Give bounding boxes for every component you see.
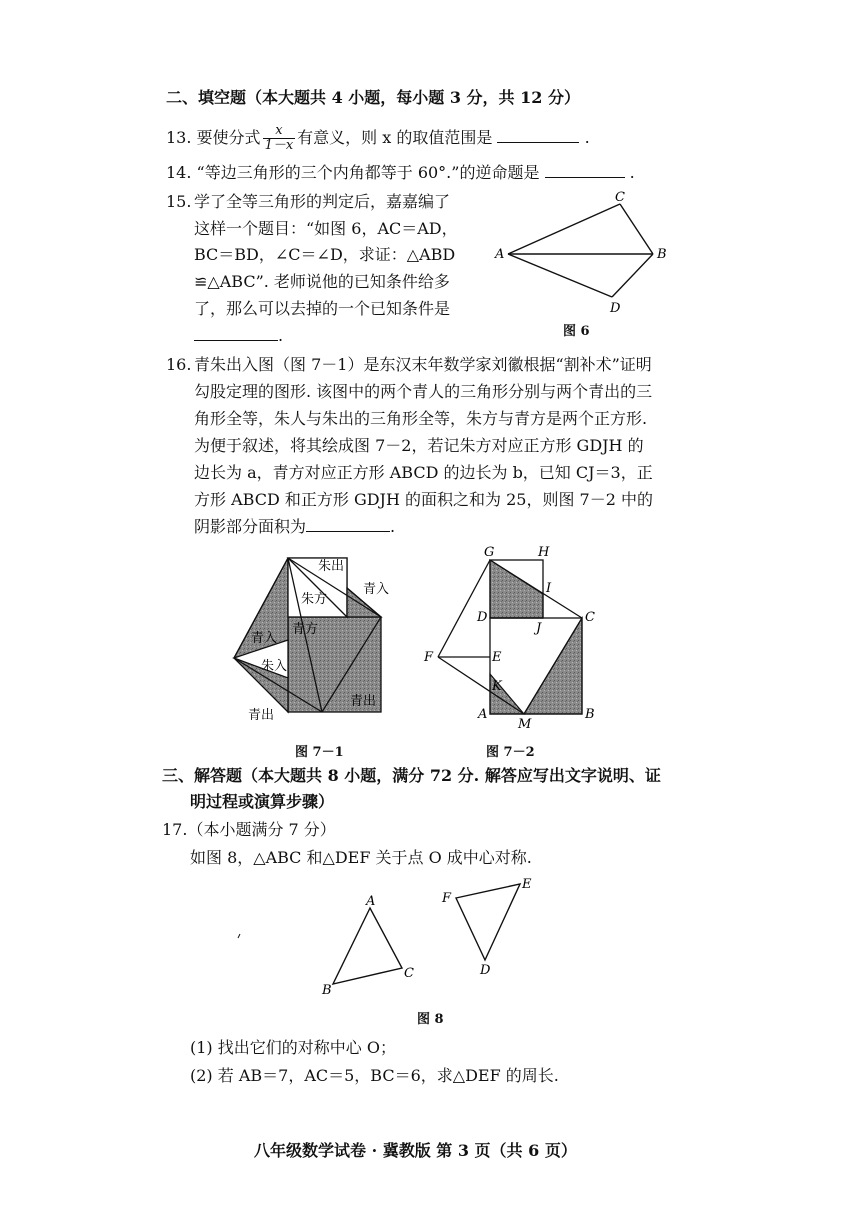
question-end: . — [390, 517, 396, 536]
section-title: 三、解答题（本大题共 8 小题，满分 72 分. 解答应写出文字说明、证 — [162, 766, 661, 785]
question-answer-line — [194, 517, 395, 537]
question-number: 13. — [166, 128, 192, 147]
question-number: 14. — [166, 163, 192, 182]
answer-blank[interactable] — [194, 326, 278, 341]
figure-caption: 图 6 — [563, 324, 590, 339]
figure-6 — [490, 188, 680, 318]
triangle-abc — [333, 908, 402, 984]
question-text: 如图 8，△ABC 和△DEF 关于点 O 成中心对称. — [190, 848, 532, 867]
question-score: （本小题满分 7 分） — [187, 820, 336, 839]
section-title-cont: 明过程或演算步骤） — [190, 792, 335, 811]
question-13 — [166, 124, 590, 154]
question-text-line: ≌△ABC”. 老师说他的已知条件给多 — [194, 272, 450, 291]
question-answer-line — [194, 326, 283, 346]
question-text-line: BC＝BD，∠C＝∠D，求证：△ABD — [194, 245, 456, 264]
label-qingchu-right: 青出 — [350, 694, 377, 709]
label-qingfang: 青方 — [292, 622, 319, 637]
segment-fg — [438, 560, 490, 657]
question-text: 阴影部分面积为 — [194, 517, 307, 536]
point-label-f: F — [442, 891, 452, 906]
figure-caption: 图 7－2 — [486, 745, 535, 760]
label-zhuchu: 朱出 — [318, 559, 345, 574]
point-label-e: E — [522, 877, 532, 892]
figure-8 — [230, 872, 550, 1002]
question-text: “等边三角形的三个内角都等于 60°.”的逆命题是 — [196, 163, 540, 182]
section-title: 二、填空题（本大题共 4 小题，每小题 3 分，共 12 分） — [166, 88, 580, 107]
point-label-c: C — [615, 190, 625, 205]
fraction-denominator: 1－x — [264, 138, 294, 153]
question-text-line: 为便于叙述，将其绘成图 7－2，若记朱方对应正方形 GDJH 的 — [194, 436, 644, 455]
question-number: 17. — [162, 820, 188, 839]
sub-question-1: (1) 找出它们的对称中心 O； — [190, 1038, 396, 1057]
question-text: 有意义，则 x 的取值范围是 — [297, 128, 493, 147]
fraction-numerator: x — [263, 124, 296, 139]
answer-blank[interactable] — [497, 128, 579, 143]
question-text-line: 方形 ABCD 和正方形 GDJH 的面积之和为 25，则图 7－2 中的 — [194, 490, 653, 509]
question-17-header — [162, 820, 336, 840]
question-text-line: 边长为 a，青方对应正方形 ABCD 的边长为 b，已知 CJ＝3，正 — [194, 463, 653, 482]
figure-7-1 — [228, 548, 403, 720]
segment-cb — [620, 204, 653, 254]
fraction — [263, 124, 296, 153]
stray-mark — [238, 934, 240, 938]
point-label-i: I — [546, 581, 552, 596]
question-text-line: 学了全等三角形的判定后，嘉嘉编了 — [194, 192, 451, 211]
segment-ad — [508, 254, 612, 297]
point-label-d: D — [610, 301, 621, 316]
question-text-line: 勾股定理的图形. 该图中的两个青人的三角形分别与两个青出的三 — [194, 382, 653, 401]
point-label-b: B — [322, 983, 332, 998]
question-end: . — [278, 326, 284, 345]
figure-caption: 图 8 — [417, 1012, 444, 1027]
point-label-h: H — [538, 545, 550, 560]
label-zhufang: 朱方 — [301, 592, 328, 607]
point-label-e: E — [492, 650, 502, 665]
triangle-def — [456, 884, 520, 960]
question-end: . — [584, 128, 590, 147]
segment-db — [612, 254, 653, 297]
question-text-line: 这样一个题目：“如图 6，AC＝AD， — [194, 219, 458, 238]
point-label-b: B — [585, 707, 595, 722]
point-label-f: F — [424, 650, 434, 665]
point-label-m: M — [518, 717, 532, 730]
question-text: 要使分式 — [196, 128, 261, 147]
figure-7-2 — [418, 540, 608, 730]
point-label-a: A — [366, 894, 376, 909]
point-label-j: J — [536, 621, 542, 636]
question-end: . — [629, 163, 635, 182]
point-label-d: D — [480, 963, 491, 978]
question-14 — [166, 163, 635, 183]
page-footer: 八年级数学试卷 · 冀教版 第 3 页（共 6 页） — [254, 1141, 577, 1160]
answer-blank[interactable] — [545, 163, 625, 178]
point-label-d: D — [477, 610, 488, 625]
sub-question-2: (2) 若 AB＝7，AC＝5，BC＝6，求△DEF 的周长. — [190, 1066, 559, 1085]
point-label-b: B — [657, 247, 667, 262]
question-number: 16. — [166, 355, 192, 374]
label-qingru-top: 青入 — [363, 582, 390, 597]
figure-caption: 图 7－1 — [295, 745, 344, 760]
question-text-line: 了，那么可以去掉的一个已知条件是 — [194, 299, 451, 318]
point-label-c: C — [585, 610, 595, 625]
answer-blank[interactable] — [306, 517, 390, 532]
label-qingchu-bottom: 青出 — [248, 708, 275, 720]
question-number: 15. — [166, 192, 192, 211]
question-text-line: 青朱出入图（图 7－1）是东汉末年数学家刘徽根据“割补术”证明 — [194, 355, 652, 374]
point-label-a: A — [478, 707, 488, 722]
label-qingru-left: 青入 — [251, 631, 278, 646]
point-label-a: A — [495, 247, 505, 262]
point-label-c: C — [404, 966, 414, 981]
point-label-k: K — [492, 679, 502, 694]
segment-ac — [508, 204, 620, 254]
label-zhuru: 朱入 — [261, 659, 288, 674]
question-text-line: 角形全等，朱人与朱出的三角形全等，朱方与青方是两个正方形. — [194, 409, 648, 428]
point-label-g: G — [484, 545, 495, 560]
segment-mf — [438, 657, 524, 714]
